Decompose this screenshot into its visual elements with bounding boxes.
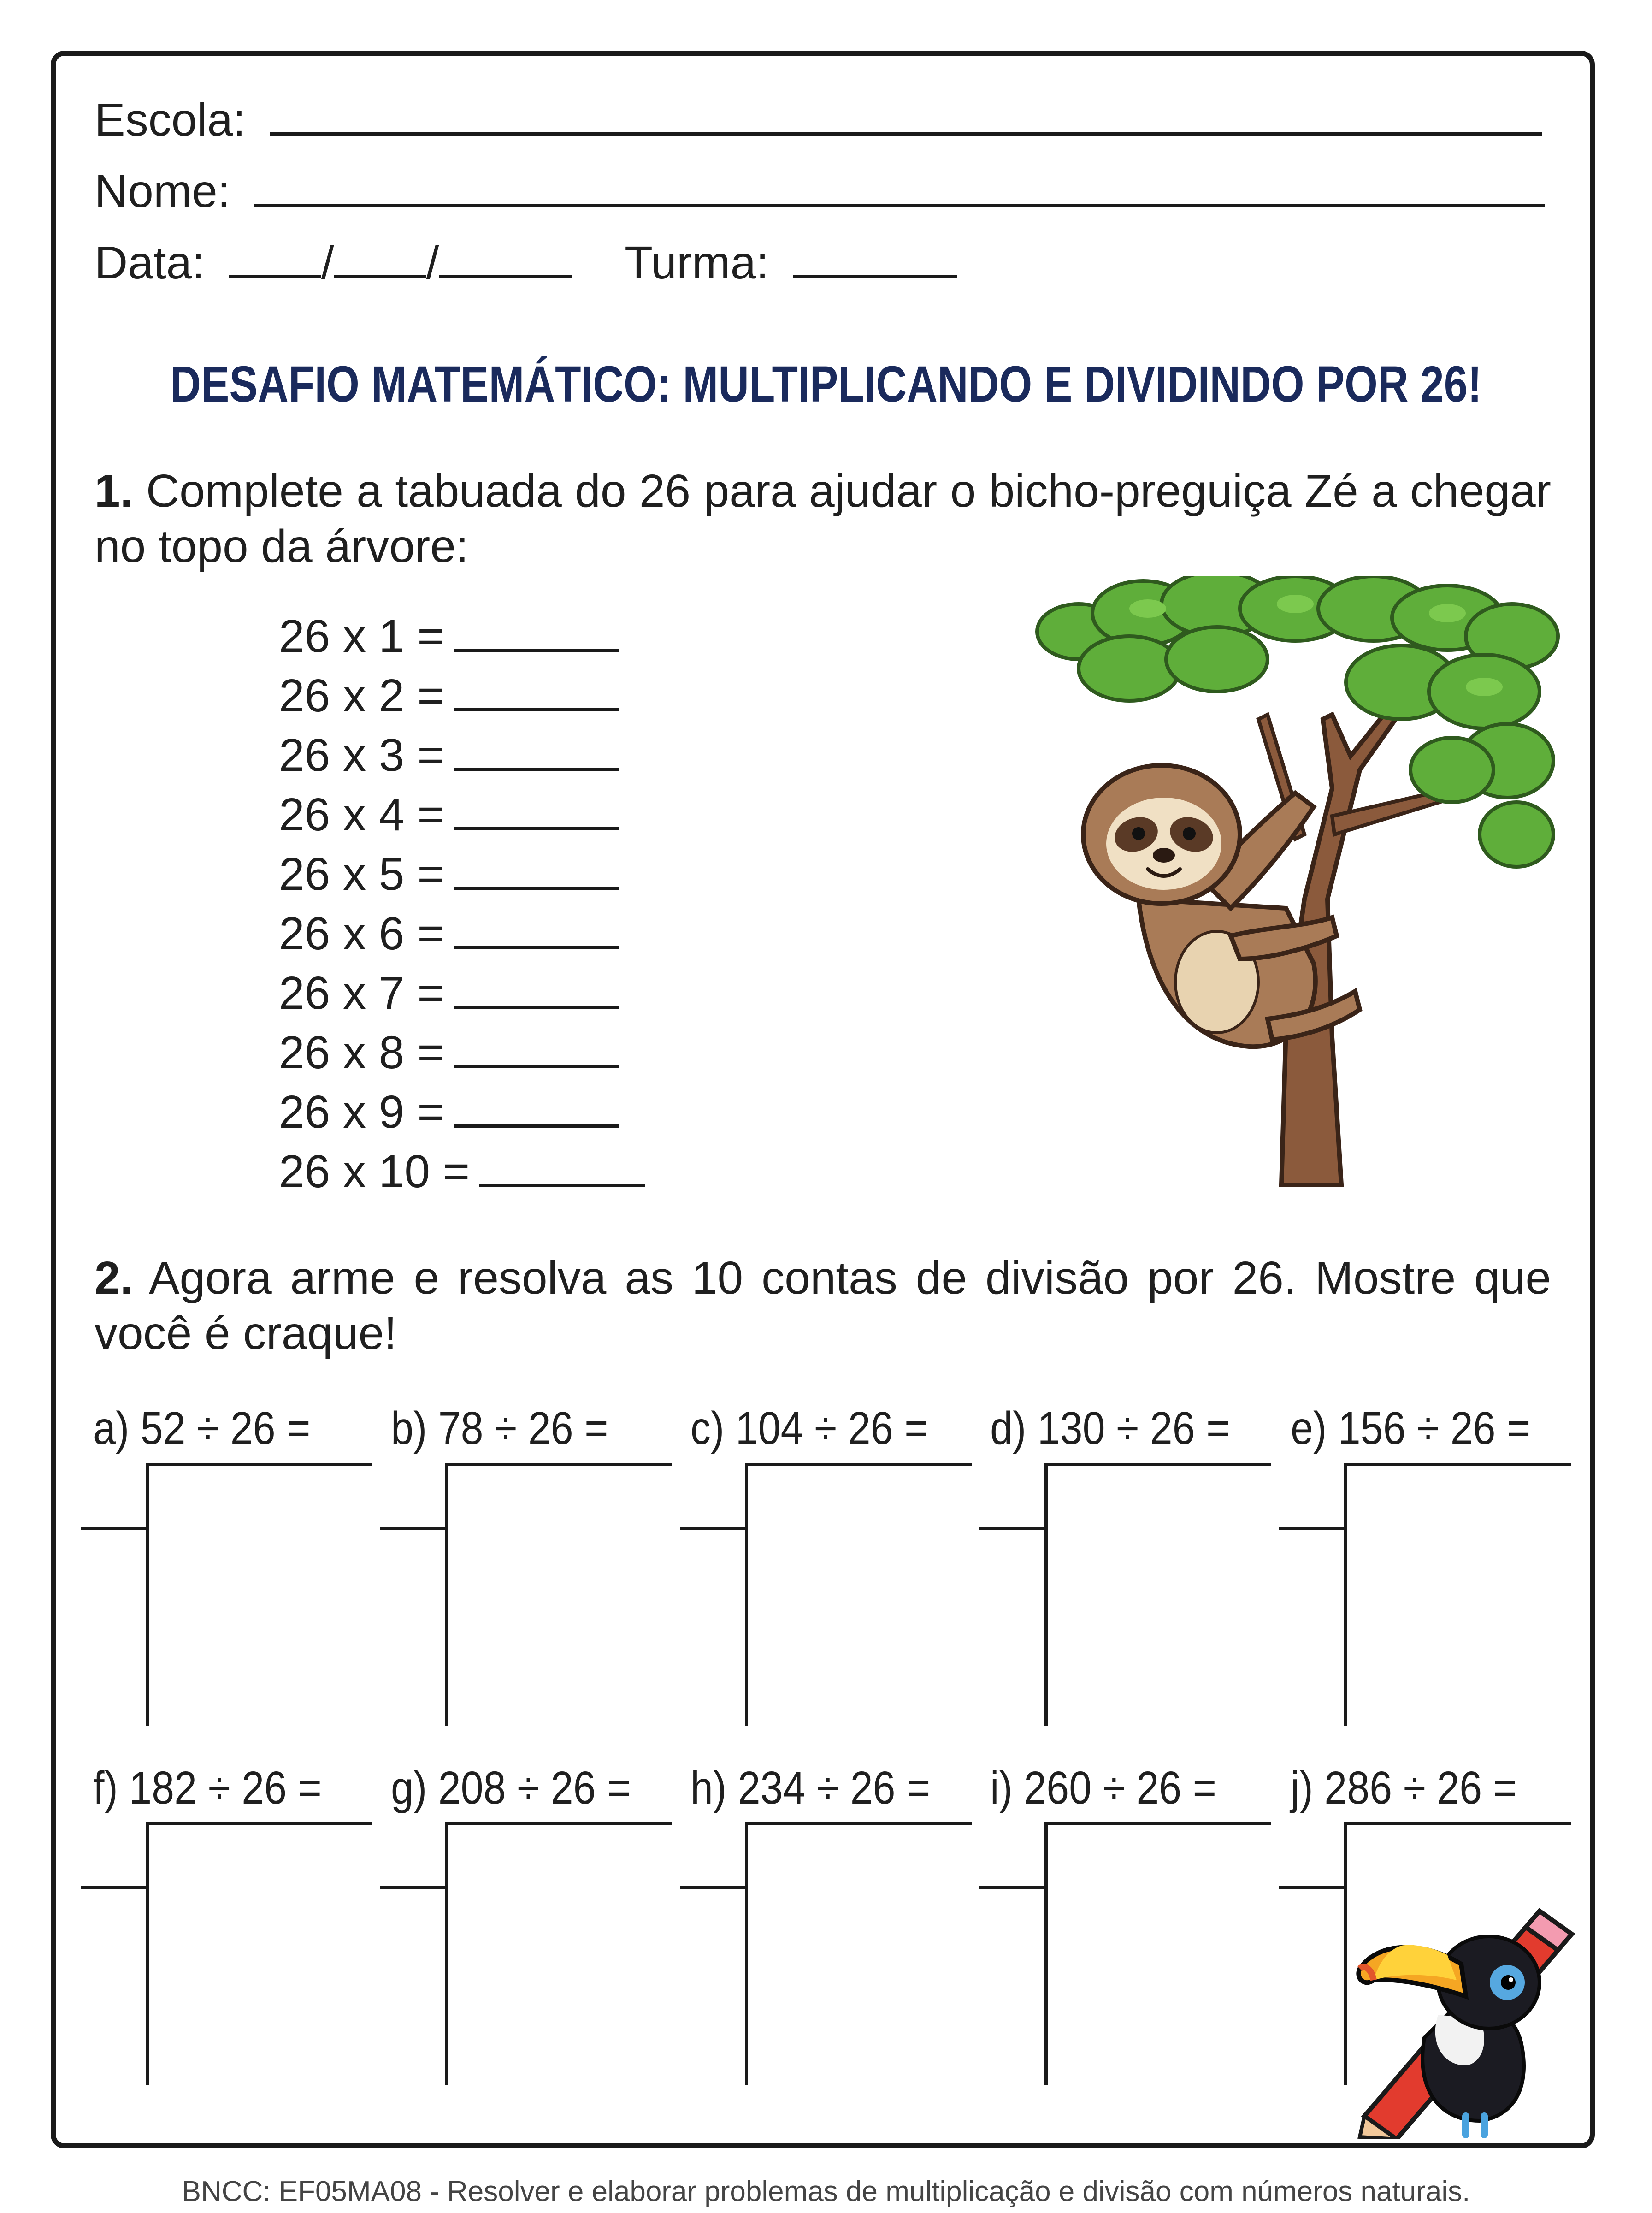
footer-bncc: BNCC: EF05MA08 - Resolver e elaborar problemas de multiplicação e divisão com números naturais. xyxy=(182,2176,1470,2207)
bracket-vertical-line xyxy=(1044,1463,1048,1726)
date-month-blank[interactable] xyxy=(334,275,426,278)
division-label: h) 234 ÷ 26 = xyxy=(690,1762,931,1814)
toucan-pencil-illustration xyxy=(1346,1899,1586,2139)
times-row xyxy=(279,789,620,840)
date-label: Data: xyxy=(94,237,205,289)
times-row xyxy=(279,729,620,781)
times-expression: 26 x 9 = xyxy=(279,1086,444,1138)
answer-blank[interactable] xyxy=(454,887,620,890)
bracket-vertical-line xyxy=(445,1463,448,1726)
class-line xyxy=(625,237,957,289)
times-row xyxy=(279,670,620,722)
answer-blank[interactable] xyxy=(454,1006,620,1009)
date-year-blank[interactable] xyxy=(439,275,572,278)
question-2-text: Agora arme e resolva as 10 contas de divisão por 26. Mostre que você é craque! xyxy=(94,1252,1552,1359)
question-1-number: 1. xyxy=(94,465,133,517)
date-day-blank[interactable] xyxy=(229,275,321,278)
times-row xyxy=(279,967,620,1019)
times-expression: 26 x 4 = xyxy=(279,789,444,840)
bracket-left-line xyxy=(81,1886,148,1889)
times-expression: 26 x 1 = xyxy=(279,610,444,662)
bracket-top-line xyxy=(446,1463,672,1466)
division-label: g) 208 ÷ 26 = xyxy=(391,1762,631,1814)
times-row xyxy=(279,1086,620,1138)
answer-blank[interactable] xyxy=(454,827,620,830)
bracket-top-line xyxy=(147,1463,372,1466)
answer-blank[interactable] xyxy=(454,768,620,771)
times-row xyxy=(279,1148,645,1195)
division-label: f) 182 ÷ 26 = xyxy=(93,1762,322,1814)
times-row xyxy=(279,848,620,900)
bracket-top-line xyxy=(1045,1822,1271,1825)
class-blank[interactable] xyxy=(793,275,957,278)
division-label: c) 104 ÷ 26 = xyxy=(690,1402,928,1454)
division-label: b) 78 ÷ 26 = xyxy=(391,1402,608,1454)
times-row xyxy=(279,1027,620,1078)
times-expression: 26 x 8 = xyxy=(279,1027,444,1078)
name-line xyxy=(94,166,1545,217)
answer-blank[interactable] xyxy=(454,649,620,652)
answer-blank[interactable] xyxy=(454,1065,620,1068)
question-2-number: 2. xyxy=(94,1252,133,1304)
bracket-top-line xyxy=(446,1822,672,1825)
sloth-tree-illustration xyxy=(1009,576,1563,1189)
answer-blank[interactable] xyxy=(454,708,620,711)
bracket-left-line xyxy=(979,1886,1046,1889)
division-label: j) 286 ÷ 26 = xyxy=(1291,1762,1517,1814)
bracket-top-line xyxy=(1345,1822,1571,1825)
bracket-left-line xyxy=(380,1527,447,1530)
times-expression: 26 x 5 = xyxy=(279,848,444,900)
bracket-top-line xyxy=(1045,1463,1271,1466)
answer-blank[interactable] xyxy=(479,1184,645,1187)
bracket-top-line xyxy=(746,1822,972,1825)
answer-blank[interactable] xyxy=(454,946,620,949)
school-blank[interactable] xyxy=(270,132,1542,136)
bracket-left-line xyxy=(680,1527,747,1530)
times-expression: 26 x 6 = xyxy=(279,908,444,959)
bracket-left-line xyxy=(81,1527,148,1530)
division-label: a) 52 ÷ 26 = xyxy=(93,1402,311,1454)
bracket-vertical-line xyxy=(445,1822,448,2085)
bracket-vertical-line xyxy=(1344,1463,1347,1726)
bracket-top-line xyxy=(746,1463,972,1466)
times-expression: 26 x 10 = xyxy=(279,1146,470,1197)
name-blank[interactable] xyxy=(254,204,1545,207)
answer-blank[interactable] xyxy=(454,1124,620,1128)
question-2 xyxy=(94,1250,1551,1361)
bracket-vertical-line xyxy=(1044,1822,1048,2085)
times-expression: 26 x 7 = xyxy=(279,967,444,1019)
school-label: Escola: xyxy=(94,94,246,146)
times-row xyxy=(279,610,620,662)
date-separator: / xyxy=(321,237,334,289)
date-line xyxy=(94,237,572,289)
class-label: Turma: xyxy=(625,237,769,289)
worksheet-title: DESAFIO MATEMÁTICO: MULTIPLICANDO E DIVIDINDO POR 26! xyxy=(170,356,1482,413)
bracket-vertical-line xyxy=(745,1463,748,1726)
bracket-left-line xyxy=(680,1886,747,1889)
times-expression: 26 x 2 = xyxy=(279,670,444,722)
bracket-vertical-line xyxy=(745,1822,748,2085)
times-expression: 26 x 3 = xyxy=(279,729,444,781)
bracket-vertical-line xyxy=(146,1463,149,1726)
division-label: e) 156 ÷ 26 = xyxy=(1291,1402,1531,1454)
bracket-left-line xyxy=(979,1527,1046,1530)
question-1 xyxy=(94,463,1551,574)
name-label: Nome: xyxy=(94,166,230,217)
bracket-top-line xyxy=(147,1822,372,1825)
bracket-left-line xyxy=(380,1886,447,1889)
bracket-left-line xyxy=(1279,1886,1346,1889)
question-1-text: Complete a tabuada do 26 para ajudar o bicho-preguiça Zé a chegar no topo da árvore: xyxy=(94,465,1551,572)
date-separator: / xyxy=(426,237,439,289)
division-label: i) 260 ÷ 26 = xyxy=(990,1762,1217,1814)
times-row xyxy=(279,908,620,959)
bracket-left-line xyxy=(1279,1527,1346,1530)
bracket-vertical-line xyxy=(146,1822,149,2085)
school-line xyxy=(94,94,1542,146)
bracket-top-line xyxy=(1345,1463,1571,1466)
division-label: d) 130 ÷ 26 = xyxy=(990,1402,1230,1454)
